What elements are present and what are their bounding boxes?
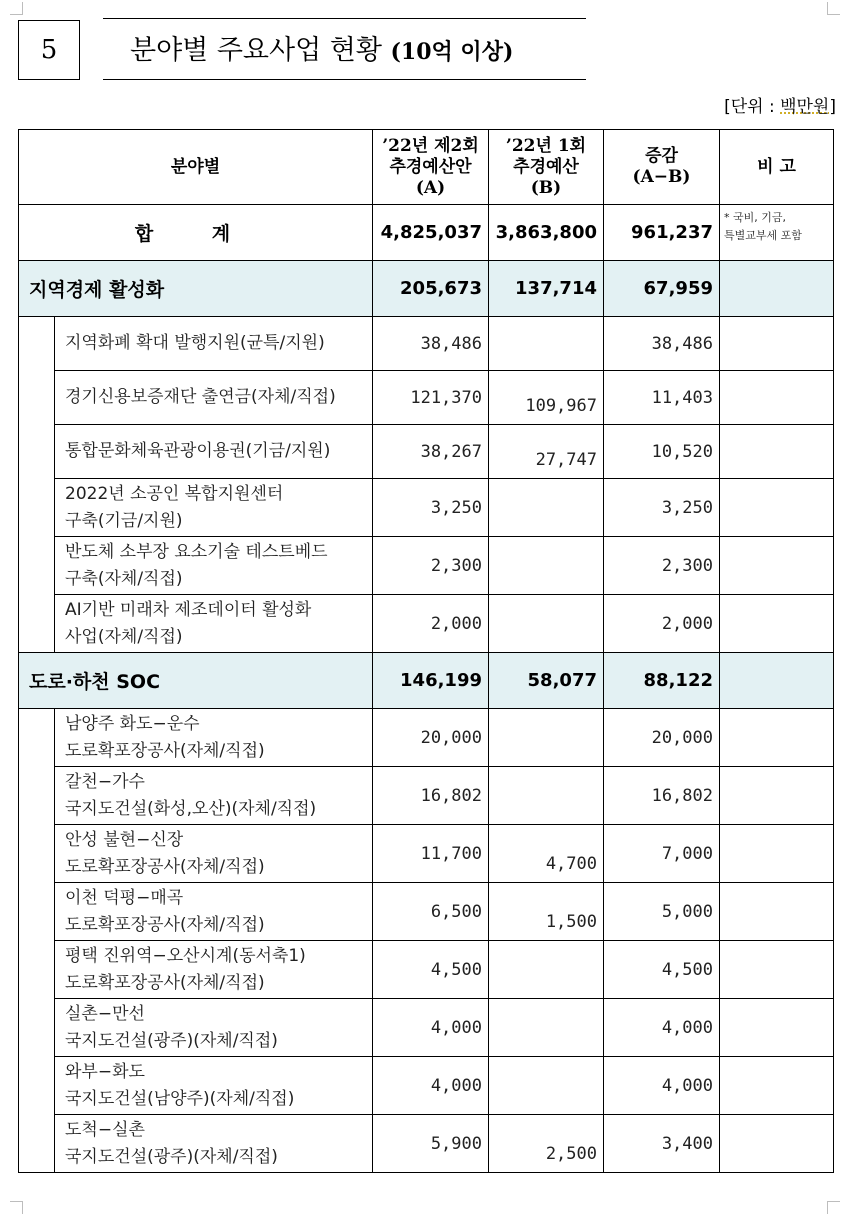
total-b: 3,863,800 — [489, 205, 604, 261]
item-name-line1: 실촌−만선 — [65, 1003, 145, 1024]
total-diff: 961,237 — [604, 205, 720, 261]
item-name-line1: 안성 불현−신장 — [65, 829, 184, 850]
item-note — [720, 767, 834, 825]
item-note — [720, 883, 834, 941]
item-note — [720, 595, 834, 653]
col-note: 비 고 — [720, 130, 834, 205]
section-diff: 88,122 — [604, 653, 720, 709]
item-diff: 4,000 — [604, 999, 720, 1057]
col-a-line2: 추경예산안 — [389, 156, 472, 177]
item-a: 11,700 — [373, 825, 489, 883]
indent-cell — [19, 1115, 55, 1173]
item-a: 20,000 — [373, 709, 489, 767]
item-name-line1: 남양주 화도−운수 — [65, 713, 200, 734]
indent-cell — [19, 825, 55, 883]
unit-value: 백만원 — [780, 97, 830, 117]
item-note — [720, 479, 834, 537]
item-diff: 2,300 — [604, 537, 720, 595]
item-name — [55, 425, 373, 479]
item-note — [720, 999, 834, 1057]
crop-mark-bottom-left — [10, 1201, 23, 1214]
col-a-line1: ’22년 제2회 — [382, 135, 479, 156]
item-name-line1: 2022년 소공인 복합지원센터 — [65, 483, 284, 504]
section-b: 58,077 — [489, 653, 604, 709]
item-diff: 2,000 — [604, 595, 720, 653]
item-b — [489, 999, 604, 1057]
indent-cell — [19, 941, 55, 999]
item-note — [720, 425, 834, 479]
item-b: 27,747 — [489, 425, 604, 479]
item-name-line1: 와부−화도 — [65, 1061, 145, 1082]
item-name-line1: 이천 덕평−매곡 — [65, 887, 184, 908]
col-a — [373, 130, 489, 205]
item-name-line2: 국지도건설(남양주)(자체/직접) — [65, 1088, 295, 1109]
item-b — [489, 317, 604, 371]
indent-cell — [19, 999, 55, 1057]
col-diff-line1: 증감 — [645, 146, 678, 166]
col-b-line1: ’22년 1회 — [505, 135, 587, 156]
item-b — [489, 537, 604, 595]
item-diff: 4,000 — [604, 1057, 720, 1115]
item-name — [55, 537, 373, 595]
item-note — [720, 941, 834, 999]
item-name — [55, 595, 373, 653]
col-a-line3: (A) — [415, 177, 446, 198]
item-a: 2,000 — [373, 595, 489, 653]
item-note — [720, 709, 834, 767]
item-a: 38,267 — [373, 425, 489, 479]
unit-suffix: ] — [829, 97, 836, 117]
item-name — [55, 371, 373, 425]
item-name-line2: 도로확포장공사(자체/직접) — [65, 972, 265, 993]
table-row — [19, 709, 834, 767]
item-a: 6,500 — [373, 883, 489, 941]
table-row — [19, 825, 834, 883]
section-row — [19, 653, 834, 709]
item-note — [720, 537, 834, 595]
item-name-line2: 도로확포장공사(자체/직접) — [65, 740, 265, 761]
table-row — [19, 425, 834, 479]
item-b: 109,967 — [489, 371, 604, 425]
section-b: 137,714 — [489, 261, 604, 317]
total-note-line1: * 국비, 기금, — [724, 211, 786, 224]
title-main: 분야별 주요사업 현황 — [130, 35, 382, 66]
crop-mark-top-right — [827, 2, 840, 15]
item-a: 16,802 — [373, 767, 489, 825]
item-diff: 4,500 — [604, 941, 720, 999]
indent-cell — [19, 767, 55, 825]
col-b-line3: (B) — [530, 177, 562, 198]
crop-mark-top-left — [10, 2, 23, 15]
item-b — [489, 709, 604, 767]
item-name-line2: 구축(자체/직접) — [65, 568, 183, 589]
indent-cell — [19, 317, 55, 371]
item-note — [720, 1115, 834, 1173]
indent-cell — [19, 709, 55, 767]
table-row — [19, 1115, 834, 1173]
item-name — [55, 825, 373, 883]
indent-cell — [19, 595, 55, 653]
item-b — [489, 479, 604, 537]
indent-cell — [19, 425, 55, 479]
item-a: 4,000 — [373, 1057, 489, 1115]
item-a: 38,486 — [373, 317, 489, 371]
indent-cell — [19, 1057, 55, 1115]
table-row — [19, 479, 834, 537]
table-row — [19, 537, 834, 595]
section-name: 지역경제 활성화 — [19, 261, 373, 317]
table-row — [19, 941, 834, 999]
item-name — [55, 999, 373, 1057]
total-row — [19, 205, 834, 261]
col-diff — [604, 130, 720, 205]
item-a: 5,900 — [373, 1115, 489, 1173]
item-b: 4,700 — [489, 825, 604, 883]
item-diff: 5,000 — [604, 883, 720, 941]
item-name-line1: AI기반 미래차 제조데이터 활성화 — [65, 599, 312, 620]
col-diff-line2: (A−B) — [632, 167, 691, 187]
item-name-line1: 반도체 소부장 요소기술 테스트베드 — [65, 541, 328, 562]
item-name — [55, 317, 373, 371]
item-name-line2: 국지도건설(광주)(자체/직접) — [65, 1146, 278, 1167]
item-diff: 3,250 — [604, 479, 720, 537]
item-b — [489, 1057, 604, 1115]
item-name-line2: 구축(기금/지원) — [65, 510, 183, 531]
item-a: 4,500 — [373, 941, 489, 999]
item-name-line1: 갈천−가수 — [65, 771, 145, 792]
item-a: 121,370 — [373, 371, 489, 425]
item-b — [489, 595, 604, 653]
item-name — [55, 941, 373, 999]
table-row — [19, 883, 834, 941]
item-note — [720, 825, 834, 883]
total-note-line2: 특별교부세 포함 — [724, 229, 802, 242]
indent-cell — [19, 883, 55, 941]
col-field: 분야별 — [19, 130, 373, 205]
table-row — [19, 595, 834, 653]
item-note — [720, 371, 834, 425]
indent-cell — [19, 371, 55, 425]
item-diff: 16,802 — [604, 767, 720, 825]
indent-cell — [19, 537, 55, 595]
col-b-line2: 추경예산 — [513, 156, 579, 177]
section-note — [720, 261, 834, 317]
item-name-line1: 지역화폐 확대 발행지원(균특/지원) — [65, 333, 325, 353]
item-diff: 20,000 — [604, 709, 720, 767]
item-name-line1: 도척−실촌 — [65, 1119, 145, 1140]
page-title — [130, 28, 513, 67]
title-rule-top — [103, 18, 586, 19]
section-diff: 67,959 — [604, 261, 720, 317]
item-diff: 7,000 — [604, 825, 720, 883]
indent-cell — [19, 479, 55, 537]
item-name — [55, 709, 373, 767]
item-diff: 11,403 — [604, 371, 720, 425]
table-row — [19, 317, 834, 371]
item-name — [55, 767, 373, 825]
item-name-line2: 도로확포장공사(자체/직접) — [65, 914, 265, 935]
header-row — [19, 130, 834, 205]
item-name — [55, 883, 373, 941]
item-name-line1: 통합문화체육관광이용권(기금/지원) — [65, 441, 331, 461]
item-name-line1: 경기신용보증재단 출연금(자체/직접) — [65, 387, 336, 407]
table-row — [19, 1057, 834, 1115]
unit-label — [724, 92, 836, 117]
item-name — [55, 1115, 373, 1173]
table-body — [19, 130, 834, 1173]
table-row — [19, 999, 834, 1057]
total-note — [720, 205, 834, 261]
section-name: 도로·하천 SOC — [19, 653, 373, 709]
title-rule-bottom — [103, 79, 586, 80]
item-b — [489, 941, 604, 999]
item-diff: 3,400 — [604, 1115, 720, 1173]
total-a: 4,825,037 — [373, 205, 489, 261]
col-b — [489, 130, 604, 205]
item-name — [55, 1057, 373, 1115]
item-name — [55, 479, 373, 537]
item-b — [489, 767, 604, 825]
item-name-line2: 사업(자체/직접) — [65, 626, 183, 647]
section-a: 205,673 — [373, 261, 489, 317]
item-a: 3,250 — [373, 479, 489, 537]
item-name-line2: 국지도건설(화성,오산)(자체/직접) — [65, 798, 317, 819]
item-note — [720, 1057, 834, 1115]
unit-prefix: [단위 : — [724, 97, 781, 117]
table-row — [19, 767, 834, 825]
item-diff: 10,520 — [604, 425, 720, 479]
item-name-line1: 평택 진위역−오산시계(동서축1) — [65, 945, 306, 966]
section-a: 146,199 — [373, 653, 489, 709]
section-note — [720, 653, 834, 709]
budget-table — [18, 129, 834, 1173]
item-b: 2,500 — [489, 1115, 604, 1173]
section-number: 5 — [18, 20, 80, 80]
crop-mark-bottom-right — [827, 1201, 840, 1214]
table-row — [19, 371, 834, 425]
item-note — [720, 317, 834, 371]
item-a: 4,000 — [373, 999, 489, 1057]
item-diff: 38,486 — [604, 317, 720, 371]
title-sub: (10억 이상) — [390, 39, 514, 65]
item-a: 2,300 — [373, 537, 489, 595]
item-b: 1,500 — [489, 883, 604, 941]
item-name-line2: 국지도건설(광주)(자체/직접) — [65, 1030, 278, 1051]
section-row — [19, 261, 834, 317]
item-name-line2: 도로확포장공사(자체/직접) — [65, 856, 265, 877]
total-label: 합 계 — [19, 205, 373, 261]
